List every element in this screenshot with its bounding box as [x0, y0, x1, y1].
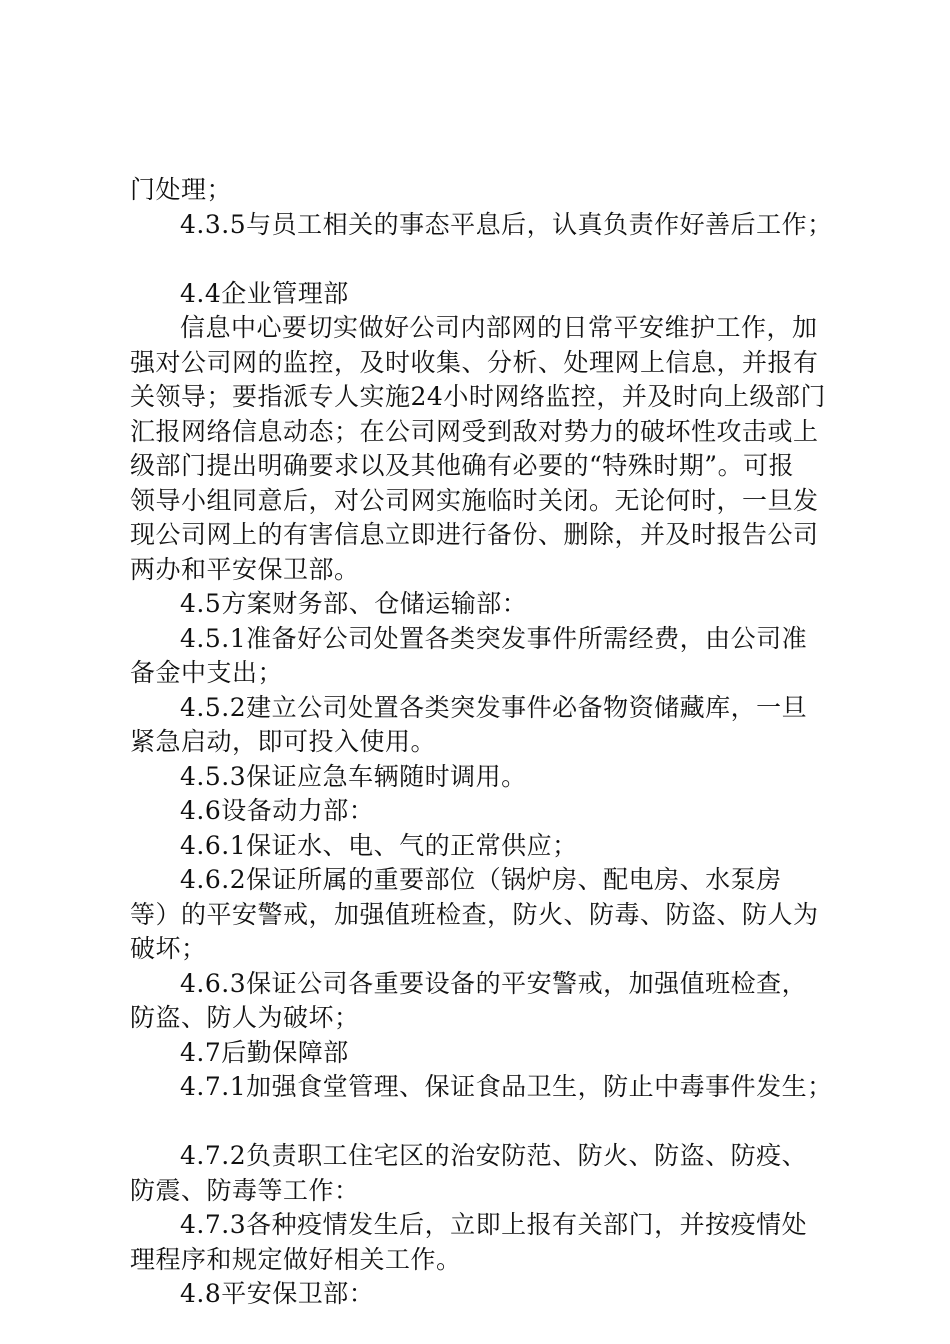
text-line: 强对公司网的监控，及时收集、分析、处理网上信息，并报有 — [130, 347, 819, 377]
text-line: 4.7.2负责职工住宅区的治安防范、防火、防盗、防疫、 — [180, 1141, 808, 1170]
section-heading: 4.5方案财务部、仓储运输部： — [180, 589, 528, 618]
section-heading: 4.4企业管理部 — [180, 278, 349, 308]
text-line: 备金中支出； — [130, 658, 284, 687]
text-line — [130, 242, 830, 277]
text-line: 防盗、防人为破坏； — [130, 1003, 360, 1032]
text-line: 关领导；要指派专人实施24小时网络监控，并及时向上级部门 — [130, 382, 826, 411]
text-line: 4.5.3保证应急车辆随时调用。 — [180, 761, 527, 791]
text-line: 两办和平安保卫部。 — [130, 554, 360, 584]
text-line: 领导小组同意后，对公司网实施临时关闭。无论何时，一旦发 — [130, 485, 819, 515]
text-line — [130, 1105, 830, 1140]
text-line: 4.7.1加强食堂管理、保证食品卫生，防止中毒事件发生； — [180, 1072, 833, 1101]
text-line: 4.6.3保证公司各重要设备的平安警戒，加强值班检查， — [180, 968, 808, 998]
text-line: 破坏； — [130, 934, 207, 963]
text-line: 理程序和规定做好相关工作。 — [130, 1244, 462, 1274]
text-line: 4.6.2保证所属的重要部位（锅炉房、配电房、水泵房 — [180, 865, 782, 894]
document-body — [130, 173, 833, 1312]
text-line: 级部门提出明确要求以及其他确有必要的“特殊时期”。可报 — [130, 451, 795, 480]
text-line: 门处理； — [130, 175, 233, 204]
text-line: 信息中心要切实做好公司内部网的日常平安维护工作，加 — [180, 313, 818, 342]
text-line: 4.3.5与员工相关的事态平息后，认真负责作好善后工作； — [180, 209, 833, 239]
text-line: 紧急启动，即可投入使用。 — [130, 727, 437, 756]
text-line: 汇报网络信息动态；在公司网受到敌对势力的破坏性攻击或上 — [130, 416, 819, 446]
section-heading: 4.8平安保卫部： — [180, 1279, 375, 1308]
text-line: 4.5.2建立公司处置各类突发事件必备物资储藏库，一旦 — [180, 692, 808, 722]
text-line: 4.5.1准备好公司处置各类突发事件所需经费，由公司准 — [180, 623, 808, 653]
section-heading: 4.7后勤保障部 — [180, 1037, 349, 1067]
text-line: 防震、防毒等工作： — [130, 1175, 360, 1205]
text-line: 现公司网上的有害信息立即进行备份、删除，并及时报告公司 — [130, 520, 819, 549]
text-line: 4.7.3各种疫情发生后，立即上报有关部门，并按疫情处 — [180, 1210, 808, 1239]
text-line: 4.6.1保证水、电、气的正常供应； — [180, 830, 578, 860]
section-heading: 4.6设备动力部： — [180, 796, 375, 825]
text-line: 等）的平安警戒，加强值班检查，防火、防毒、防盗、防人为 — [130, 899, 819, 929]
